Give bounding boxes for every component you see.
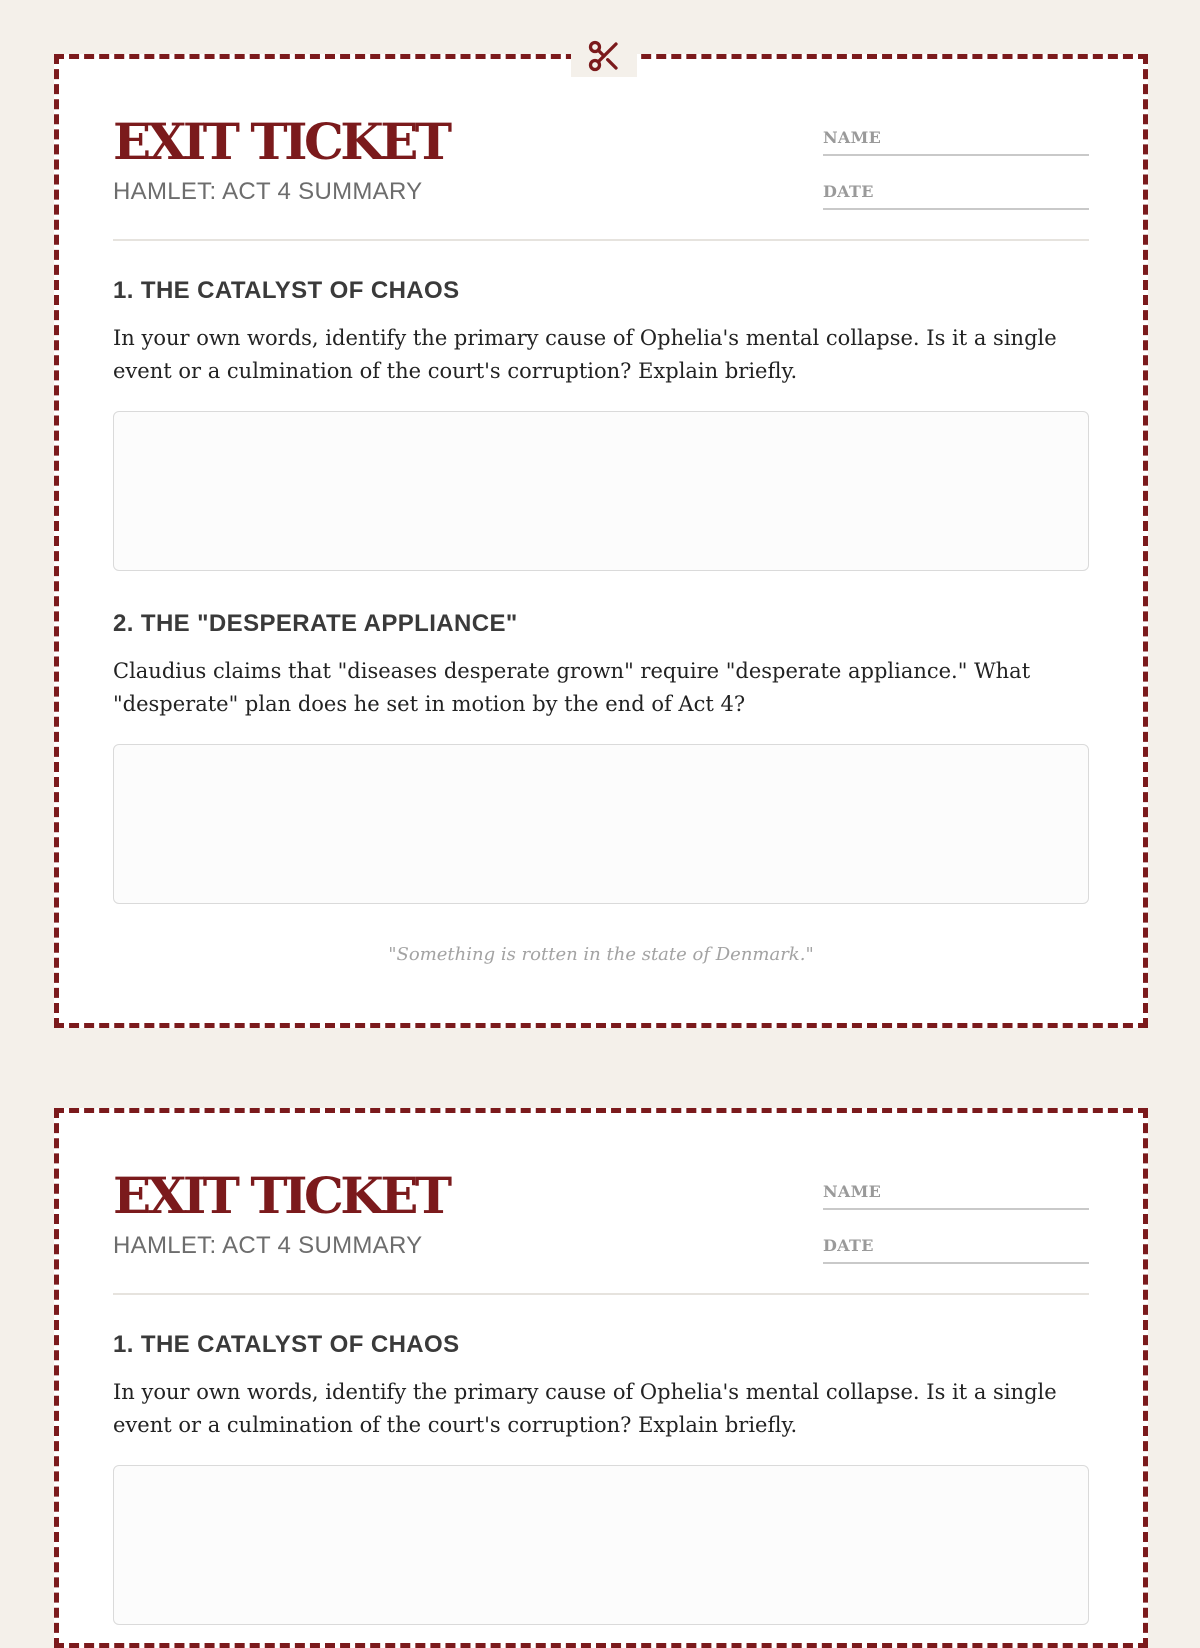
name-field[interactable] [823,1180,1089,1210]
question-1-answer-box[interactable] [113,1465,1089,1625]
exit-ticket-card [54,54,1148,1028]
ticket-header [113,1113,1089,1295]
exit-ticket-card [54,1108,1148,1648]
ticket-title: EXIT TICKET [113,1166,449,1225]
question-2-answer-box[interactable] [113,744,1089,904]
ticket-subtitle: HAMLET: ACT 4 SUMMARY [113,1232,423,1259]
question-2-heading: 2. THE "DESPERATE APPLIANCE" [113,610,518,637]
date-label: DATE [823,182,874,201]
date-label: DATE [823,1236,874,1255]
date-field[interactable] [823,1234,1089,1264]
name-field[interactable] [823,126,1089,156]
ticket-title: EXIT TICKET [113,112,449,171]
question-1-answer-box[interactable] [113,411,1089,571]
name-label: NAME [823,1182,882,1201]
name-label: NAME [823,128,882,147]
question-1-heading: 1. THE CATALYST OF CHAOS [113,1331,460,1358]
date-field[interactable] [823,180,1089,210]
ticket-header [113,59,1089,241]
question-1-text: In your own words, identify the primary cause of Ophelia's mental collapse. Is it a single event or a culmination of the court's corruption? Explain briefly. [113,326,1057,383]
question-1-heading: 1. THE CATALYST OF CHAOS [113,277,460,304]
footer-quote: "Something is rotten in the state of Denmark." [388,944,814,965]
question-1-text: In your own words, identify the primary cause of Ophelia's mental collapse. Is it a single event or a culmination of the court's corruption? Explain briefly. [113,1380,1057,1437]
question-2-text: Claudius claims that "diseases desperate grown" require "desperate appliance." What "desperate" plan does he set in motion by the end of Act 4? [113,659,1031,716]
ticket-subtitle: HAMLET: ACT 4 SUMMARY [113,178,423,205]
